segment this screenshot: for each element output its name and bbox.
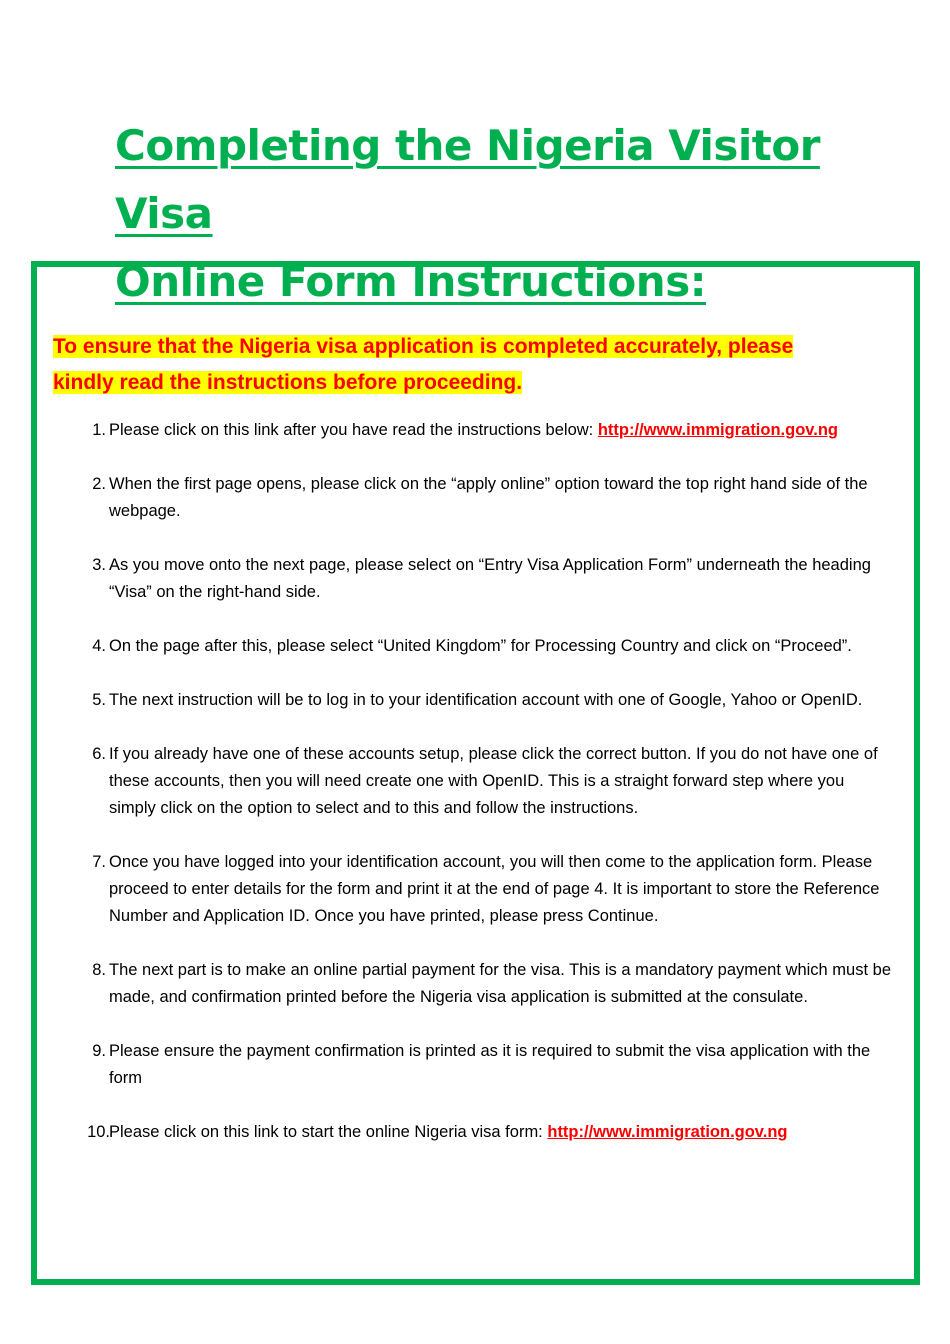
step-10 <box>37 1119 907 1146</box>
step-number: 10. <box>87 1123 110 1141</box>
step-text: Once you have logged into your identification account, you will then come to the application form. Please proceed to enter details for the form and print it at the end of page 4. It is important to store the Reference Number and Application ID. Once you have printed, please press Continue. <box>109 853 880 925</box>
step-3 <box>37 552 907 606</box>
immigration-link[interactable]: http://www.immigration.gov.ng <box>597 421 838 439</box>
step-8 <box>37 957 907 1011</box>
step-text: As you move onto the next page, please select on “Entry Visa Application Form” underneath the heading “Visa” on the right-hand side. <box>109 556 871 601</box>
title-line-2: Online Form Instructions: <box>115 257 706 306</box>
step-5 <box>37 687 907 714</box>
step-number: 4. <box>92 637 106 655</box>
instruction-list <box>37 417 907 1173</box>
step-number: 7. <box>92 853 106 871</box>
step-number: 3. <box>92 556 106 574</box>
step-9 <box>37 1038 907 1092</box>
step-number: 5. <box>92 691 106 709</box>
step-text: The next instruction will be to log in to your identification account with one of Google, Yahoo or OpenID. <box>109 691 863 709</box>
step-2 <box>37 471 907 525</box>
step-text: The next part is to make an online partial payment for the visa. This is a mandatory payment which must be made, and confirmation printed before the Nigeria visa application is submitted at the consulate. <box>109 961 891 1006</box>
step-text: When the first page opens, please click on the “apply online” option toward the top right hand side of the webpage. <box>109 475 868 520</box>
step-number: 1. <box>92 421 106 439</box>
instructions-box <box>31 261 920 1285</box>
step-text: Please ensure the payment confirmation is printed as it is required to submit the visa application with the form <box>109 1042 871 1087</box>
step-number: 6. <box>92 745 106 763</box>
step-1 <box>37 417 907 444</box>
immigration-link[interactable]: http://www.immigration.gov.ng <box>547 1123 788 1141</box>
step-6 <box>37 741 907 822</box>
step-text: If you already have one of these accounts setup, please click the correct button. If you do not have one of these accounts, then you will need create one with OpenID. This is a straight forward step where you simply click on the option to select and to this and follow the instructions. <box>109 745 878 817</box>
step-text: Please click on this link after you have read the instructions below: <box>109 421 598 439</box>
warning-notice <box>53 329 913 401</box>
step-4 <box>37 633 907 660</box>
title-line-1: Completing the Nigeria Visitor Visa <box>115 121 820 238</box>
warning-line-1: To ensure that the Nigeria visa application is completed accurately, please <box>53 335 794 358</box>
step-number: 8. <box>92 961 106 979</box>
warning-line-2: kindly read the instructions before proceeding. <box>53 371 523 394</box>
step-number: 9. <box>92 1042 106 1060</box>
step-7 <box>37 849 907 930</box>
step-text: Please click on this link to start the online Nigeria visa form: <box>109 1123 548 1141</box>
step-text: On the page after this, please select “United Kingdom” for Processing Country and click on “Proceed”. <box>109 637 852 655</box>
step-number: 2. <box>92 475 106 493</box>
